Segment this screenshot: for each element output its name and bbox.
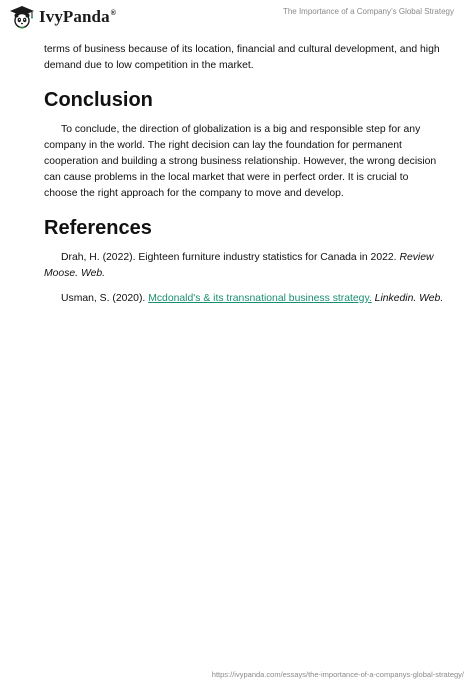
logo-wordmark: IvyPanda® [39,7,116,26]
reference-text: Drah, H. (2022). Eighteen furniture industry statistics for Canada in 2022. [61,252,400,263]
document-body [44,40,444,316]
reference-source: Review Moose. Web. [44,252,434,279]
graduation-cap-panda-icon [9,4,35,30]
ivypanda-logo[interactable] [9,4,116,30]
page-header [0,0,474,34]
intro-paragraph: terms of business because of its location, financial and cultural development, and high demand due to low competition in the market. [44,44,440,71]
footer-url[interactable]: https://ivypanda.com/essays/the-importance-of-a-companys-global-strategy/ [211,670,464,679]
reference-link[interactable]: Mcdonald's & its transnational business strategy. [148,293,372,304]
conclusion-paragraph: To conclude, the direction of globalization is a big and responsible step for any company in the world. The right decision can lay the foundation for permanent cooperation and building a strong business relationship. However, the wrong decision can cause problems in the local market that were in perfect order. It is crucial to choose the right approach for the company to move and develop. [44,124,437,199]
references-heading: References [44,217,152,239]
conclusion-heading: Conclusion [44,89,153,111]
document-title: The Importance of a Company’s Global Strategy [282,7,454,16]
reference-item [44,291,444,307]
reference-item [44,250,444,282]
reference-text: Usman, S. (2020). [61,293,149,304]
reference-source: Linkedin. Web. [374,293,444,304]
